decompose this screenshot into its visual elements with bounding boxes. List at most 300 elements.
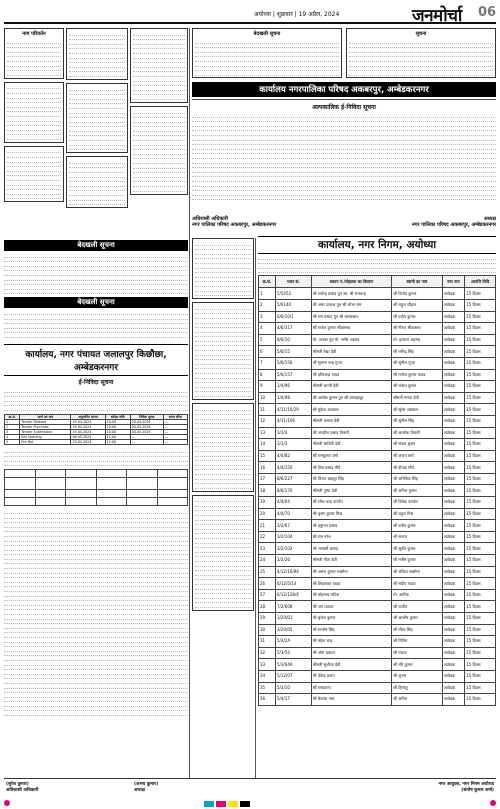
table-row [259, 694, 496, 706]
ayodhya-cell: श्री रामकुमार वर्मा [311, 450, 391, 462]
ayodhya-cell: 15 दिवस [465, 427, 496, 439]
ayodhya-cell: 15 दिवस [465, 323, 496, 335]
table-row [259, 636, 496, 648]
table-row [259, 531, 496, 543]
tender-cell: 19.04.2024 [71, 429, 105, 434]
notice-box [66, 156, 128, 208]
ayodhya-cell: 36 [259, 694, 276, 706]
ayodhya-cell: 15 दिवस [465, 578, 496, 590]
ayodhya-cell: 4 [259, 323, 276, 335]
ayodhya-cell: श्री सुभाष चन्द्र गुप्ता [311, 357, 391, 369]
ayodhya-cell: 27 [259, 589, 276, 601]
ayodhya-cell: 6/12/5/14 [275, 578, 311, 590]
ayodhya-cell: आवेदक [442, 450, 464, 462]
ayodhya-cell: 6 [259, 346, 276, 358]
ayodhya-cell: 15 दिवस [465, 439, 496, 451]
table-row [259, 555, 496, 567]
ayodhya-cell: 26 [259, 578, 276, 590]
ayodhya-cell: 15 दिवस [465, 543, 496, 555]
ayodhya-cell: आवेदक [442, 369, 464, 381]
ayodhya-cell: आवेदक [442, 323, 464, 335]
ayodhya-cell: 4/6/317 [275, 323, 311, 335]
ayodhya-notice [258, 236, 496, 776]
jalalpur-tender [4, 344, 188, 774]
ayodhya-cell: 4/4/70 [275, 508, 311, 520]
ayodhya-cell: 15 दिवस [465, 659, 496, 671]
ayodhya-cell: 15 दिवस [465, 334, 496, 346]
classified-col-3 [130, 28, 188, 238]
table-row [259, 450, 496, 462]
ayodhya-cell: श्री आशीष कुमार [392, 613, 442, 625]
ayodhya-cell: 15 दिवस [465, 589, 496, 601]
ayodhya-cell: श्री हिमांशु [392, 682, 442, 694]
ayodhya-cell: श्री कृष्ण कुमार मिश्र [311, 508, 391, 520]
tender-cell: 12:00 [105, 439, 130, 444]
ayodhya-cell: 3/20/01 [275, 613, 311, 625]
tender-header-cell: कार्य का नाम [20, 414, 71, 419]
ayodhya-cell: श्री राजेन्द्र प्रसाद पुत्र स्व. श्री रामचन्द्र [311, 288, 391, 300]
ayodhya-cell: आवेदक [442, 497, 464, 509]
notice-box [130, 28, 188, 103]
ayodhya-cell: 17 [259, 473, 276, 485]
tender-cell: 04.05.2024 [130, 424, 163, 429]
tender-cell: 25.04.2024 [71, 439, 105, 444]
ayodhya-cell: आवेदक [442, 392, 464, 404]
tender-cell: 10:00 [105, 429, 130, 434]
tender-cell: — [163, 439, 187, 444]
tender-cell: 04.05.2024 [130, 429, 163, 434]
ayodhya-cell: 15 दिवस [465, 601, 496, 613]
ayodhya-cell: 20 [259, 508, 276, 520]
ayodhya-cell: आवेदक [442, 311, 464, 323]
ayodhya-cell: 15 दिवस [465, 555, 496, 567]
ayodhya-cell: 35 [259, 682, 276, 694]
ayodhya-cell: 19 [259, 497, 276, 509]
ayodhya-cell: श्री जगदीश प्रसाद तिवारी [311, 427, 391, 439]
bedakhli-notice [192, 28, 342, 78]
table-row [259, 566, 496, 578]
ayodhya-cell: श्री हनुमान प्रसाद [311, 520, 391, 532]
tender-cell: Bid Opening [20, 434, 71, 439]
ayodhya-cell: आवेदक [442, 346, 464, 358]
ayodhya-cell: श्री प्रदीप कुमार [392, 311, 442, 323]
footer-mid-role: अध्यक्ष [134, 788, 145, 793]
table-row [259, 462, 496, 474]
ayodhya-cell: श्री प्रमोद कुमार [392, 520, 442, 532]
ayodhya-cell: 3/2/104 [275, 531, 311, 543]
left-mid-notices [4, 240, 188, 340]
bedakhli-banner: बेदखली सूचना [4, 240, 188, 251]
ayodhya-cell: आवेदक [442, 427, 464, 439]
ayodhya-cell: श्री राहुल मिश्र [392, 508, 442, 520]
ayodhya-cell: 1/4/96 [275, 381, 311, 393]
ayodhya-cell: श्री सन्तोष सिंह [311, 624, 391, 636]
tender-header-cell: धरोहर राशि [105, 414, 130, 419]
ayodhya-cell: 18 [259, 485, 276, 497]
tender-cell: 11:00 [105, 434, 130, 439]
ayodhya-cell: आवेदक [442, 473, 464, 485]
ayodhya-cell: आवेदक [442, 589, 464, 601]
ayodhya-cell: 15 दिवस [465, 520, 496, 532]
ayodhya-cell: श्री मुकेश अग्रवाल [311, 404, 391, 416]
ayodhya-cell: श्री विवेक पाण्डेय [392, 497, 442, 509]
ayodhya-cell: आवेदक [442, 682, 464, 694]
ayodhya-cell: आवेदक [442, 670, 464, 682]
table-row [259, 589, 496, 601]
ayodhya-cell: 5/12/07 [275, 670, 311, 682]
ayodhya-cell: 4/4/04 [275, 497, 311, 509]
notice-box [4, 28, 64, 79]
notice-body [133, 109, 185, 192]
ayodhya-cell: 33 [259, 659, 276, 671]
ayodhya-cell: 15 दिवस [465, 694, 496, 706]
ayodhya-cell: आवेदक [442, 508, 464, 520]
ayodhya-cell: आवेदक [442, 485, 464, 497]
ayodhya-cell: आवेदक [442, 439, 464, 451]
ayodhya-cell: श्रीमती पुष्पा देवी [311, 485, 391, 497]
ayodhya-cell: 5/3/54 [275, 647, 311, 659]
ayodhya-cell: श्री विनोद कुमार [392, 288, 442, 300]
table-row [259, 299, 496, 311]
ayodhya-cell: श्री हरिश्चन्द्र यादव [311, 369, 391, 381]
registration-mark [490, 800, 496, 806]
ayodhya-cell: श्री बृजेश कुमार [311, 613, 391, 625]
notice-body [69, 31, 125, 77]
ayodhya-cell: 14 [259, 439, 276, 451]
bedakhli-banner-2: बेदखली सूचना [4, 297, 188, 308]
ayodhya-cell: श्री शुभम [392, 670, 442, 682]
ayodhya-cell: श्री मनोज कुमार यादव [392, 369, 442, 381]
ayodhya-cell: श्री विजय बहादुर सिंह [311, 473, 391, 485]
notice-box [192, 403, 254, 492]
ayodhya-cell: 4/4/150 [275, 462, 311, 474]
ayodhya-cell: 2 [259, 299, 276, 311]
ayodhya-cell: श्री राहुल चौहान [392, 299, 442, 311]
ayodhya-cell: 4/11/106 [275, 415, 311, 427]
table-row [259, 323, 496, 335]
ayodhya-cell: आवेदक [442, 415, 464, 427]
ayodhya-cell: मो. अनवर पुत्र मो. नसीर अहमद [311, 334, 391, 346]
tender-cell: Tender Release [20, 419, 71, 424]
classified-col-1 [4, 28, 64, 238]
ayodhya-cell: 15 दिवस [465, 508, 496, 520]
ayodhya-cell: 22 [259, 531, 276, 543]
ayodhya-header-cell: मकान नं./मोहल्ला का विवरण [311, 276, 391, 288]
ayodhya-cell: 5/3/2A [275, 636, 311, 648]
ayodhya-cell: 15 दिवस [465, 404, 496, 416]
ayodhya-cell: श्री शिव प्रसाद मौर्य [311, 462, 391, 474]
ayodhya-cell: 5/6140 [275, 299, 311, 311]
tender-cell: — [130, 439, 163, 444]
ayodhya-cell: 15 दिवस [465, 381, 496, 393]
ayodhya-cell: श्री धर्मेन्द्र सिंह [392, 346, 442, 358]
ayodhya-cell: 15 दिवस [465, 647, 496, 659]
tender-cell: 4 [5, 434, 20, 439]
tender-cell: 19.04.2024 [71, 424, 105, 429]
ayodhya-cell: आवेदक [442, 404, 464, 416]
tender-cell: 5 [5, 439, 20, 444]
top-notices [192, 28, 496, 78]
ayodhya-header-cell: आपत्ति तिथि [465, 276, 496, 288]
ayodhya-cell: आवेदक [442, 543, 464, 555]
tender-schedule-table [4, 414, 188, 445]
panchayat-subtitle: ई-निविदा सूचना [78, 379, 114, 386]
table-row [259, 497, 496, 509]
ayodhya-cell: श्री जय प्रकाश [311, 601, 391, 613]
ayodhya-cell: श्री सत्यम [392, 531, 442, 543]
ayodhya-cell: 15 दिवस [465, 497, 496, 509]
tender-header-cell: अनुमानित लागत [71, 414, 105, 419]
ayodhya-cell: श्री राजीव [392, 601, 442, 613]
nagar-nigam-title: कार्यालय, नगर निगम, अयोध्या [258, 236, 496, 254]
registration-mark [4, 800, 10, 806]
ayodhya-cell: श्री राकेश कुमार [392, 381, 442, 393]
table-row [259, 601, 496, 613]
middle-classifieds [192, 238, 254, 774]
ayodhya-cell: 15 दिवस [465, 485, 496, 497]
ayodhya-cell: आवेदक [442, 531, 464, 543]
ayodhya-cell: मो. इरफान अहमद [392, 334, 442, 346]
ayodhya-cell: आवेदक [442, 334, 464, 346]
ayodhya-cell: 15 दिवस [465, 473, 496, 485]
color-swatch-magenta [216, 801, 226, 807]
ayodhya-cell: श्री मनीष कुमार [392, 555, 442, 567]
table-row [259, 543, 496, 555]
table-row [259, 473, 496, 485]
table-row [259, 346, 496, 358]
ayodhya-cell: 30 [259, 624, 276, 636]
tender-cell: Tender Purchase [20, 424, 71, 429]
ayodhya-header-cell: भवन सं. [275, 276, 311, 288]
ashasan-title: अल्पकालिक ई-निविदा सूचना [312, 104, 376, 111]
ayodhya-cell: 16 [259, 462, 276, 474]
tender-cell: 2 [5, 424, 20, 429]
tender-header-cell: समय सीमा [163, 414, 187, 419]
ayodhya-cell: 5 [259, 334, 276, 346]
ayodhya-cell: 8/6/10 [275, 334, 311, 346]
ayodhya-cell: आवेदक [442, 601, 464, 613]
adhyaksh-sign: अध्यक्ष नगर पालिका परिषद अकबरपुर, अम्बेडकरनगर [411, 216, 496, 228]
table-row [259, 613, 496, 625]
ayodhya-cell: श्री सुरेश अग्रवाल [392, 404, 442, 416]
table-row [259, 520, 496, 532]
ayodhya-cell: 11 [259, 404, 276, 416]
ayodhya-cell: श्री कैलाश नाथ [311, 694, 391, 706]
ayodhya-cell: श्री सुनील सिंह [392, 415, 442, 427]
ayodhya-cell: 8 [259, 369, 276, 381]
ayodhya-cell: 15 दिवस [465, 392, 496, 404]
ayodhya-cell: 12 [259, 415, 276, 427]
table-row [259, 415, 496, 427]
ayodhya-cell: 5/3/64A [275, 659, 311, 671]
ayodhya-cell: 24 [259, 555, 276, 567]
ayodhya-cell: आवेदक [442, 636, 464, 648]
ayodhya-cell: 3/2/102 [275, 543, 311, 555]
tender-header-cell: क्र.सं. [5, 414, 20, 419]
ayodhya-cell: श्री आलोक तिवारी [392, 427, 442, 439]
column-divider [189, 28, 190, 778]
ayodhya-cell: श्री रामप्रताप [311, 682, 391, 694]
ayodhya-cell: श्री रमेश चन्द्र पाण्डेय [311, 497, 391, 509]
ayodhya-cell: 10 [259, 392, 276, 404]
table-row [259, 659, 496, 671]
ayodhya-cell: 7 [259, 357, 276, 369]
table-row [259, 439, 496, 451]
ayodhya-cell: आवेदक [442, 555, 464, 567]
ayodhya-cell: 21 [259, 520, 276, 532]
notice-body [7, 39, 61, 76]
notice-title: बेदखली सूचना [253, 31, 281, 37]
table-row [259, 427, 496, 439]
ayodhya-cell: श्रीमती कमला देवी [311, 415, 391, 427]
color-swatch-yellow [228, 801, 238, 807]
suchna-notice [346, 28, 496, 78]
ayodhya-cell: श्री दीपक मौर्य [392, 462, 442, 474]
notice-body [69, 159, 125, 205]
notice-box [4, 82, 64, 143]
tender-cell: — [163, 429, 187, 434]
ayodhya-cell: 15 दिवस [465, 369, 496, 381]
ayodhya-cell: आवेदक [442, 647, 464, 659]
ayodhya-cell: 3/2/26 [275, 555, 311, 567]
ayodhya-cell: 32 [259, 647, 276, 659]
ayodhya-cell: आवेदक [442, 694, 464, 706]
ayodhya-cell: श्री राम नरेश [311, 531, 391, 543]
ayodhya-cell: श्री अरुण कुमार सक्सेना [311, 566, 391, 578]
tender-cell: — [163, 424, 187, 429]
ayodhya-header-cell: स्वामी का नाम [392, 276, 442, 288]
notice-box [130, 106, 188, 195]
ayodhya-cell: 4/4/82 [275, 450, 311, 462]
ayodhya-cell: 4/12/16/94 [275, 566, 311, 578]
adhishasi-sign: अधिशासी अधिकारी नगर पालिका परिषद अकबरपुर, अम्बेडकरनगर [192, 216, 277, 228]
ayodhya-cell: 15 दिवस [465, 299, 496, 311]
panchayat-title: कार्यालय, नगर पंचायत जलालपुर किछौछा, अम्बेडकरनगर [4, 344, 188, 376]
ayodhya-cell: श्रीमती सावित्री देवी [311, 439, 391, 451]
ayodhya-cell: श्री महेश चन्द्र [311, 636, 391, 648]
ayodhya-cell: आवेदक [442, 299, 464, 311]
ayodhya-cell: श्री अजय वर्मा [392, 450, 442, 462]
tender-cell: Tender Submission [20, 429, 71, 434]
ayodhya-cell: 3/1/3 [275, 439, 311, 451]
ayodhya-cell: 31 [259, 636, 276, 648]
ayodhya-cell: श्री भगवती प्रसाद [311, 543, 391, 555]
ayodhya-cell: श्री संदीप यादव [392, 578, 442, 590]
ayodhya-cell: 15 दिवस [465, 624, 496, 636]
ayodhya-cell: आवेदक [442, 520, 464, 532]
table-row [259, 578, 496, 590]
ayodhya-cell: 15 दिवस [465, 450, 496, 462]
table-row [259, 334, 496, 346]
ayodhya-cell: 15 दिवस [465, 636, 496, 648]
ayodhya-cell: श्रीमती रेखा देवी [311, 346, 391, 358]
ayodhya-cell: श्री अशोक कुमार पुत्र श्री रामबहादुर [311, 392, 391, 404]
ayodhya-cell: श्री सुधीर कुमार [392, 543, 442, 555]
table-row [259, 369, 496, 381]
ayodhya-cell: श्री ओम प्रकाश [311, 647, 391, 659]
notice-title: सूचना [415, 31, 427, 37]
notice-box [192, 238, 254, 299]
ayodhya-cell: आवेदक [442, 566, 464, 578]
ayodhya-cell: 6/12/128/4 [275, 589, 311, 601]
ayodhya-cell: श्री अंकित सक्सेना [392, 566, 442, 578]
tender-cell: — [163, 434, 187, 439]
akbarpur-tender [192, 82, 496, 232]
ayodhya-cell: 5/6/15 [275, 346, 311, 358]
ayodhya-cell: आवेदक [442, 462, 464, 474]
tender-cell: — [130, 434, 163, 439]
ayodhya-cell: 15 दिवस [465, 415, 496, 427]
ayodhya-cell: 7/2/608 [275, 601, 311, 613]
ayodhya-cell: 15 दिवस [465, 346, 496, 358]
notice-body [69, 86, 125, 150]
tender-cell: Pre Bid [20, 439, 71, 444]
ayodhya-cell: श्री राजेश कुमार श्रीवास्तव [311, 323, 391, 335]
tender-cell: 10:00 [105, 424, 130, 429]
ayodhya-cell: श्रीमती शान्ती देवी [311, 381, 391, 393]
ayodhya-cell: श्री नीरज श्रीवास्तव [392, 323, 442, 335]
ayodhya-cell: 1 [259, 288, 276, 300]
column-divider [255, 238, 256, 778]
ayodhya-header-cell: क्र.सं. [259, 276, 276, 288]
masthead [4, 2, 496, 24]
notice-box [4, 146, 64, 203]
notice-box [192, 302, 254, 400]
ayodhya-cell: आवेदक [442, 288, 464, 300]
ayodhya-cell: 8/6/170 [275, 485, 311, 497]
ayodhya-cell: श्री राम प्रसाद पुत्र श्री रामलखन [311, 311, 391, 323]
table-row [259, 647, 496, 659]
ayodhya-cell: 15 दिवस [465, 357, 496, 369]
ayodhya-cell: 15 दिवस [465, 288, 496, 300]
ayodhya-cell: 15 दिवस [465, 531, 496, 543]
ayodhya-cell: 29 [259, 613, 276, 625]
tender-cell: 20.04.2024 [130, 419, 163, 424]
table-row [259, 311, 496, 323]
notice-box [66, 83, 128, 153]
ayodhya-cell: मो. आरिफ [392, 589, 442, 601]
ayodhya-cell: श्रीमती ममता देवी [392, 392, 442, 404]
ayodhya-cell: 3 [259, 311, 276, 323]
ayodhya-cell: श्री अमित [392, 694, 442, 706]
ayodhya-cell: श्री अभिषेक सिंह [392, 473, 442, 485]
ayodhya-cell: श्री शिवशंकर यादव [311, 578, 391, 590]
footer-mid-name: (अभय कुमार) [134, 782, 159, 787]
footer-right-name: (संतोष कुमार शर्मा) [461, 788, 494, 793]
ayodhya-cell: 34 [259, 670, 276, 682]
notice-box [192, 495, 254, 611]
footer-left-role: अधिशासी अधिकारी [6, 788, 39, 793]
tender-cell: 19.04.2024 [71, 419, 105, 424]
ayodhya-cell: 3/20/05 [275, 624, 311, 636]
notice-title: नाम परिवर्तन [22, 31, 46, 37]
ayodhya-cell: 6/6/10/1 [275, 311, 311, 323]
ayodhya-cell: 8/6/227 [275, 473, 311, 485]
table-row [259, 392, 496, 404]
ayodhya-cell: 15 दिवस [465, 670, 496, 682]
ayodhya-cell: 4/11/10/29 [275, 404, 311, 416]
table-row [259, 381, 496, 393]
footer-right-role: नगर आयुक्त, नगर निगम अयोध्या [438, 782, 494, 787]
table-row [5, 439, 188, 444]
ayodhya-cell: 25 [259, 566, 276, 578]
ayodhya-cell: 9 [259, 381, 276, 393]
ayodhya-cell: 23 [259, 543, 276, 555]
issue-meta: अयोध्या | शुक्रवार | 19 अप्रैल, 2024 [254, 11, 340, 18]
ayodhya-cell: 5/6/157 [275, 369, 311, 381]
table-row [259, 682, 496, 694]
table-row [259, 288, 496, 300]
